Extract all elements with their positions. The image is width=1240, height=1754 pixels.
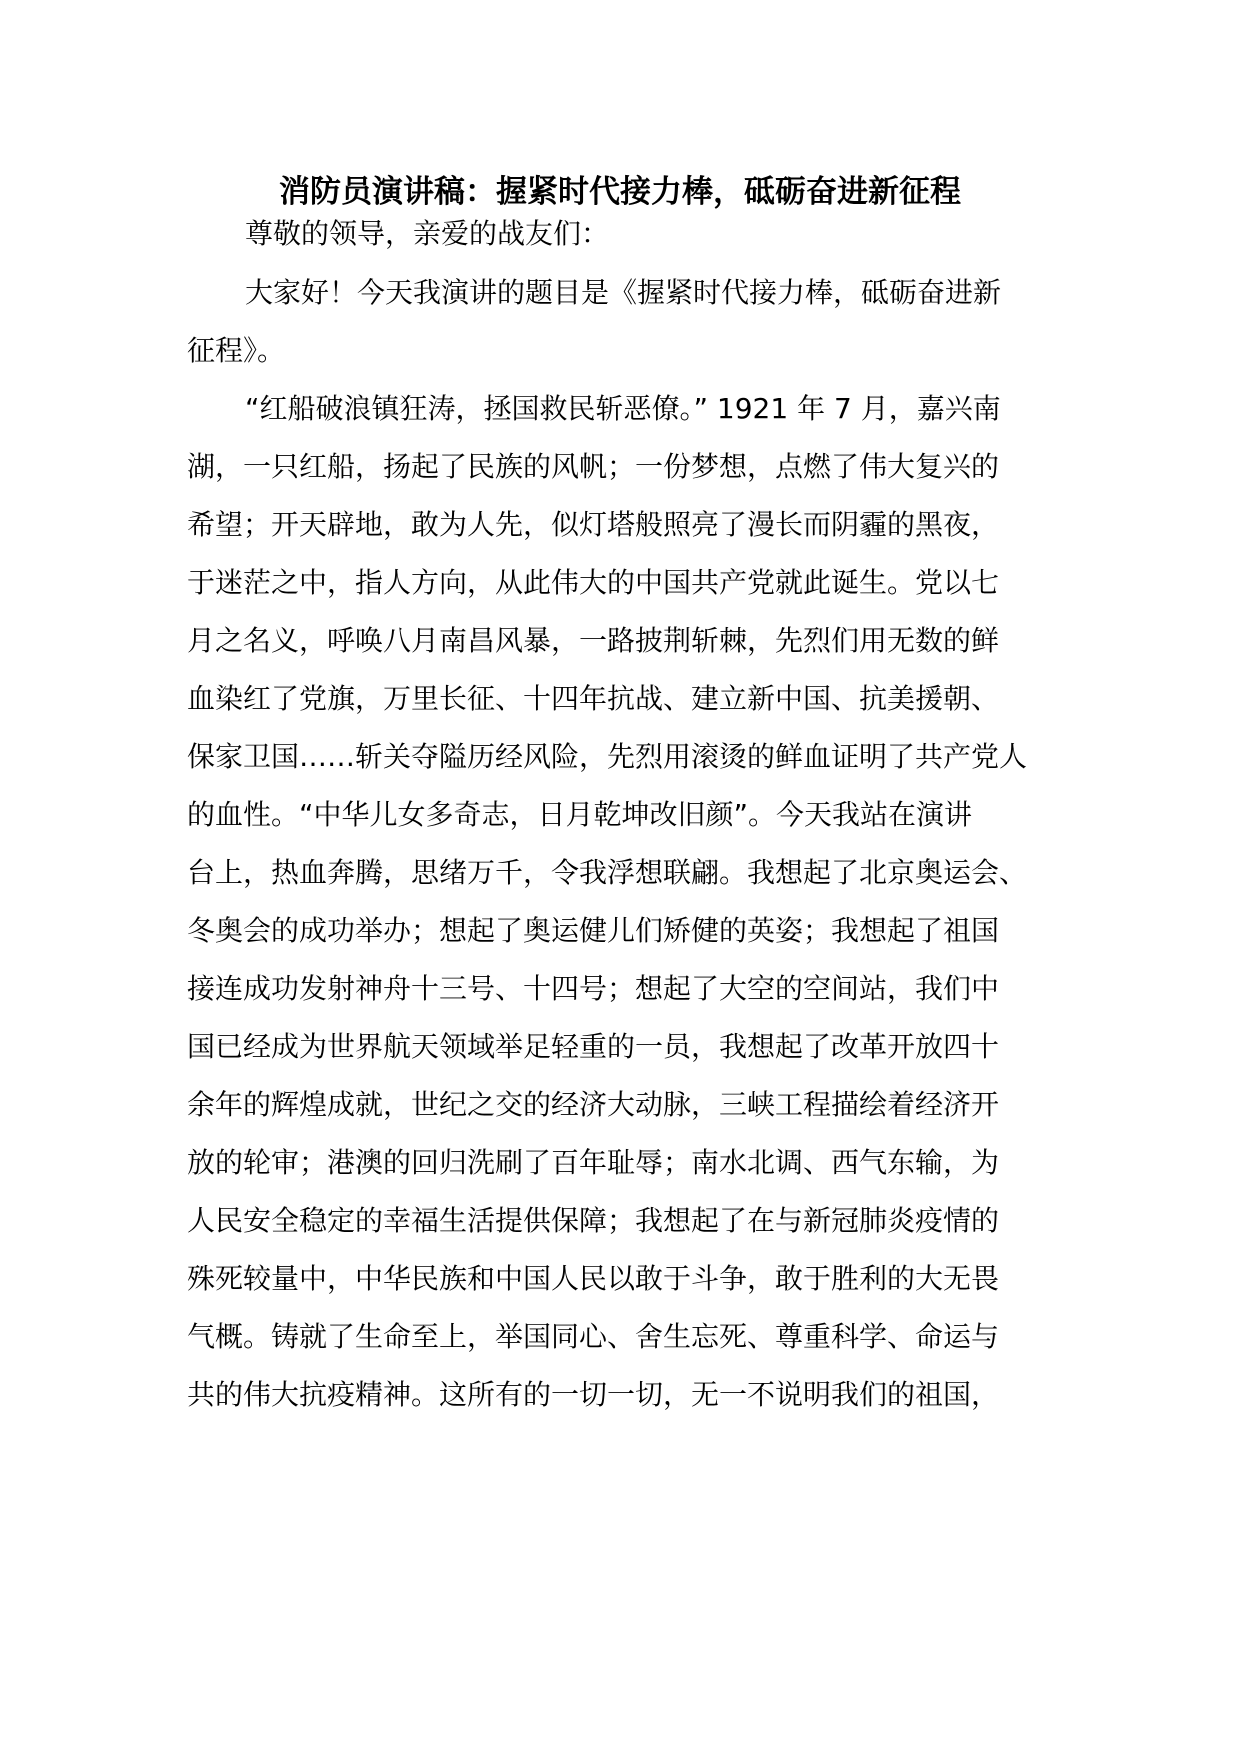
body-line: 台上，热血奔腾，思绪万千，令我浮想联翩。我想起了北京奥运会、 [187,856,1028,889]
body-line: 放的轮审；港澳的回归洗刷了百年耻辱；南水北调、西气东输，为 [187,1146,1000,1179]
body-line: 征程》。 [187,334,286,367]
body-line: 湖，一只红船，扬起了民族的风帆；一份梦想，点燃了伟大复兴的 [187,450,1000,483]
salutation-line: 尊敬的领导，亲爱的战友们： [245,217,610,250]
body-line: 的血性。“中华儿女多奇志，日月乾坤改旧颜”。今天我站在演讲 [187,798,973,831]
page-title: 消防员演讲稿：握紧时代接力棒，砥砺奋进新征程 [279,174,961,210]
body-line: 殊死较量中，中华民族和中国人民以敢于斗争，敢于胜利的大无畏 [187,1262,1000,1295]
body-line: 共的伟大抗疫精神。这所有的一切一切，无一不说明我们的祖国， [187,1378,1000,1411]
body-line: 人民安全稳定的幸福生活提供保障；我想起了在与新冠肺炎疫情的 [187,1204,1000,1237]
body-line: 大家好！今天我演讲的题目是《握紧时代接力棒，砥砺奋进新 [245,276,1002,309]
body-line: 气概。铸就了生命至上，举国同心、舍生忘死、尊重科学、命运与 [187,1320,1000,1353]
body-line: 保家卫国……斩关夺隘历经风险，先烈用滚烫的鲜血证明了共产党人 [187,740,1028,773]
body-line: “红船破浪镇狂涛，拯国救民斩恶僚。” 1921 年 7 月，嘉兴南 [245,392,1001,425]
body-line: 接连成功发射神舟十三号、十四号；想起了大空的空间站，我们中 [187,972,1000,1005]
body-line: 国已经成为世界航天领域举足轻重的一员，我想起了改革开放四十 [187,1030,1000,1063]
body-line: 冬奥会的成功举办；想起了奥运健儿们矫健的英姿；我想起了祖国 [187,914,1000,947]
body-line: 于迷茫之中，指人方向，从此伟大的中国共产党就此诞生。党以七 [187,566,1000,599]
body-line: 血染红了党旗，万里长征、十四年抗战、建立新中国、抗美援朝、 [187,682,1000,715]
body-line: 月之名义，呼唤八月南昌风暴，一路披荆斩棘，先烈们用无数的鲜 [187,624,1000,657]
body-line: 余年的辉煌成就，世纪之交的经济大动脉，三峡工程描绘着经济开 [187,1088,1000,1121]
body-line: 希望；开天辟地，敢为人先，似灯塔般照亮了漫长而阴霾的黑夜， [187,508,1000,541]
